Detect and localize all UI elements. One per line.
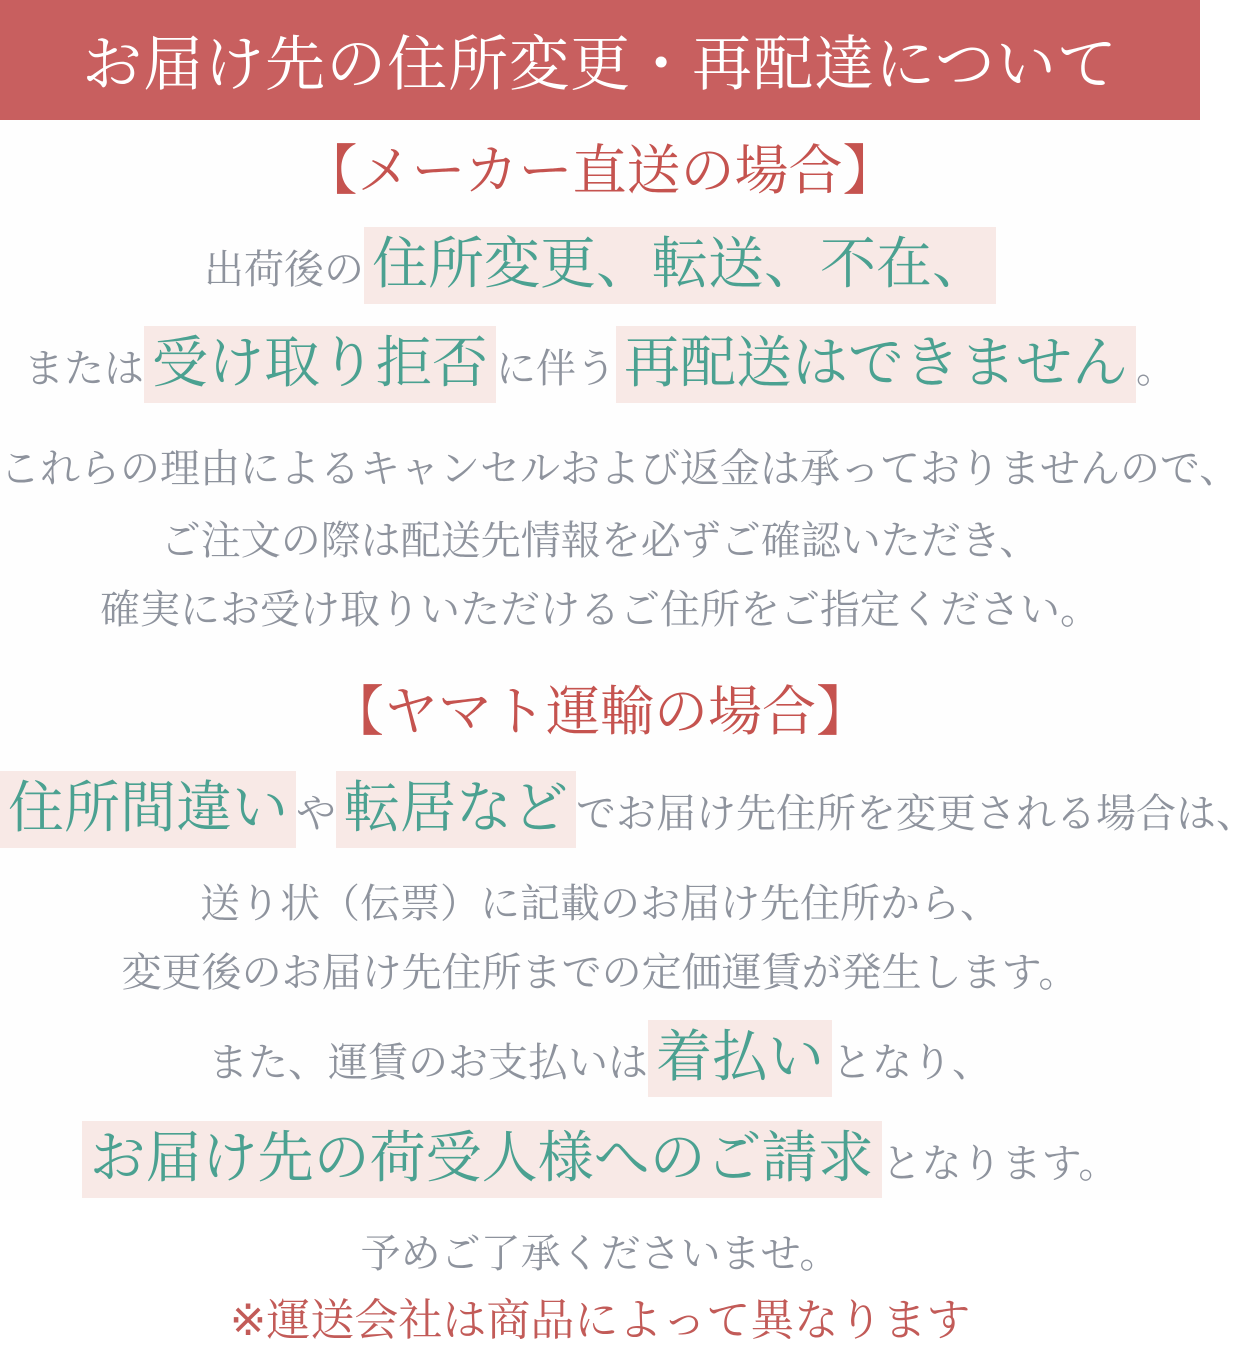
text-segment: となり、 bbox=[832, 1040, 992, 1085]
text-segment: これらの理由によるキャンセルおよび返金は承っておりませんので、 bbox=[0, 447, 1240, 492]
notice-banner bbox=[0, 0, 1200, 120]
highlight-segment: 再配送はできません bbox=[616, 326, 1136, 403]
text-segment: 送り状（伝票）に記載のお届け先住所から、 bbox=[200, 881, 1000, 926]
text-segment: ご注文の際は配送先情報を必ずご確認いただき、 bbox=[160, 519, 1040, 564]
highlight-segment: お届け先の荷受人様へのご請求 bbox=[82, 1121, 882, 1198]
text-segment: また、運賃のお支払いは bbox=[208, 1040, 648, 1085]
yamato-heading: 【ヤマト運輸の場合】 bbox=[330, 682, 870, 743]
text-segment: に伴う bbox=[496, 347, 616, 392]
text-segment: となります。 bbox=[881, 1141, 1119, 1186]
maker-line-after-shipping bbox=[0, 227, 1200, 316]
highlight-segment: 着払い bbox=[648, 1020, 832, 1097]
highlight-segment: 住所変更、転送、不在、 bbox=[364, 227, 996, 304]
highlight-segment: 住所間違い bbox=[0, 771, 296, 848]
yamato-line-cash-on-delivery bbox=[0, 1020, 1200, 1109]
text-segment: 変更後のお届け先住所までの定価運賃が発生します。 bbox=[121, 950, 1079, 995]
text-segment: または bbox=[24, 347, 144, 392]
text-segment: でお届け先住所を変更される場合は、 bbox=[576, 791, 1256, 836]
maker-line-specify-address bbox=[0, 586, 1200, 643]
text-segment: 予めご了承くださいませ。 bbox=[360, 1231, 840, 1276]
maker-line-confirm-info bbox=[0, 517, 1200, 574]
text-segment: 出荷後の bbox=[204, 248, 364, 293]
banner-title: お届け先の住所変更・再配達について bbox=[82, 31, 1118, 98]
text-segment: や bbox=[296, 791, 336, 836]
text-segment: 。 bbox=[1136, 347, 1176, 392]
yamato-line-wrong-address bbox=[0, 771, 1256, 860]
yamato-line-billed-to-recipient bbox=[0, 1121, 1200, 1210]
yamato-section bbox=[0, 682, 1256, 1345]
text-segment: 確実にお受け取りいただけるご住所をご指定ください。 bbox=[100, 588, 1100, 633]
highlight-segment: 転居など bbox=[336, 771, 576, 848]
yamato-line-understanding bbox=[0, 1230, 1200, 1287]
maker-direct-heading: 【メーカー直送の場合】 bbox=[303, 141, 897, 201]
maker-direct-section bbox=[0, 141, 1240, 643]
yamato-line-fare-charge bbox=[0, 949, 1200, 1006]
maker-line-refusal bbox=[0, 326, 1200, 415]
yamato-line-invoice-address bbox=[0, 880, 1200, 937]
highlight-segment: 受け取り拒否 bbox=[144, 326, 496, 403]
carrier-varies-note: ※運送会社は商品によって異なります bbox=[229, 1295, 971, 1345]
maker-line-no-cancel bbox=[0, 445, 1240, 502]
